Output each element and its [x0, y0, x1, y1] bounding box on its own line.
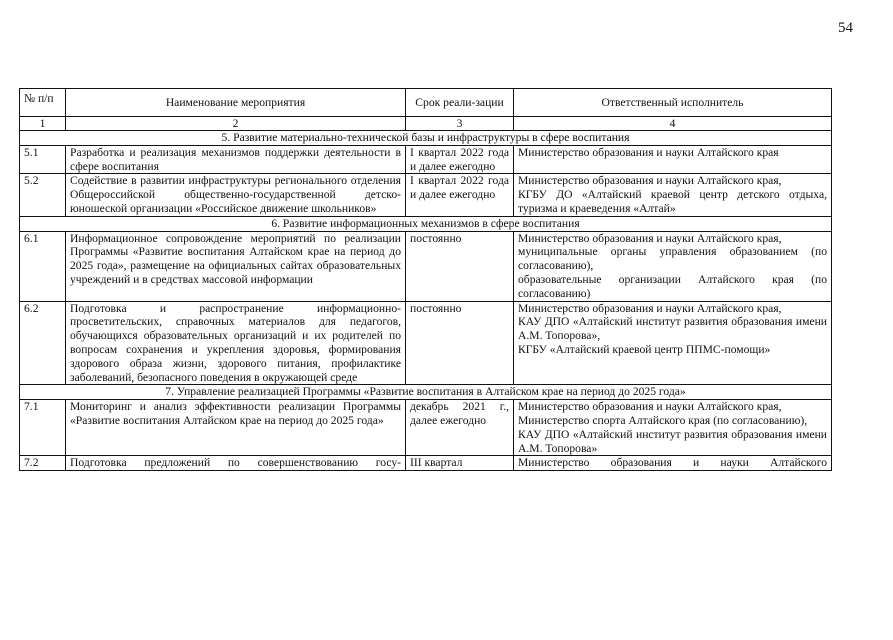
section-heading: 5. Развитие материально-технической базы и инфраструктуры в сфере воспитания [20, 131, 832, 146]
row-activity: Подготовка и распространение информационно-просветительских, справочных материалов для педагогов, обучающихся образовательных организаций и их родителей по вопросам сохранения и укрепления здоровья, формирования здорового образа жизни, здорового питания, профилактике заболеваний, безопасного поведения в окружающей среде [66, 301, 406, 385]
header-responsible: Ответственный исполнитель [514, 89, 832, 117]
row-term: постоянно [406, 301, 514, 385]
responsible-line: КГБУ «Алтайский краевой центр ППМС-помощи» [518, 342, 771, 356]
column-number-row [20, 117, 832, 131]
row-responsible [514, 145, 832, 174]
responsible-line: муниципальные органы управления образованием (по согласованию), [518, 245, 827, 273]
plan-table [19, 88, 832, 471]
table-row [20, 400, 832, 456]
row-number: 6.2 [20, 301, 66, 385]
row-number: 6.1 [20, 231, 66, 301]
column-number: 4 [514, 117, 832, 131]
section-heading-row [20, 131, 832, 146]
responsible-line: КАУ ДПО «Алтайский институт развития образования имени А.М. Топорова», [518, 315, 827, 343]
row-responsible [514, 456, 832, 471]
section-heading: 7. Управление реализацией Программы «Развитие воспитания в Алтайском крае на период до 2025 года» [20, 385, 832, 400]
row-number: 7.1 [20, 400, 66, 456]
row-activity: Мониторинг и анализ эффективности реализации Программы «Развитие воспитания Алтайском крае на период до 2025 года» [66, 400, 406, 456]
table-header-row [20, 89, 832, 117]
row-activity: Подготовка предложений по совершенствованию госу- [66, 456, 406, 471]
responsible-line: Министерство образования и науки Алтайского края, [518, 174, 782, 188]
section-heading: 6. Развитие информационных механизмов в сфере воспитания [20, 216, 832, 231]
column-number: 1 [20, 117, 66, 131]
table-row [20, 145, 832, 174]
row-responsible [514, 400, 832, 456]
page-number: 54 [838, 20, 853, 36]
row-number: 5.2 [20, 174, 66, 216]
row-activity: Разработка и реализация механизмов поддержки деятельности в сфере воспитания [66, 145, 406, 174]
responsible-line: Министерство образования и науки Алтайского края, [518, 301, 782, 315]
column-number: 3 [406, 117, 514, 131]
row-activity: Содействие в развитии инфраструктуры регионального отделения Общероссийской общественно-государственной детско-юношеской организации «Российское движение школьников» [66, 174, 406, 216]
header-name: Наименование мероприятия [66, 89, 406, 117]
responsible-line: КАУ ДПО «Алтайский институт развития образования имени А.М. Топорова» [518, 427, 827, 455]
table-row [20, 456, 832, 471]
responsible-line: Министерство образования и науки Алтайского края, [518, 231, 782, 245]
table-row [20, 231, 832, 301]
table-row [20, 174, 832, 216]
column-number: 2 [66, 117, 406, 131]
row-term: III квартал [406, 456, 514, 471]
responsible-line: Министерство образования и науки Алтайского [518, 456, 827, 470]
table-row [20, 301, 832, 385]
responsible-line: Министерство образования и науки Алтайского края, [518, 400, 782, 414]
row-responsible [514, 301, 832, 385]
row-term: I квартал 2022 года и далее ежегодно [406, 145, 514, 174]
row-activity: Информационное сопровождение мероприятий по реализации Программы «Развитие воспитания Алтайском крае на период до 2025 года», размещение на официальных сайтах образовательных учреждений и в средствах массовой информации [66, 231, 406, 301]
section-heading-row [20, 385, 832, 400]
row-term: постоянно [406, 231, 514, 301]
responsible-line: образовательные организации Алтайского края (по согласованию) [518, 272, 827, 300]
row-number: 5.1 [20, 145, 66, 174]
header-term: Срок реали-зации [406, 89, 514, 117]
row-responsible [514, 174, 832, 216]
header-number: № п/п [20, 89, 66, 117]
row-number: 7.2 [20, 456, 66, 471]
responsible-line: Министерство спорта Алтайского края (по согласованию), [518, 413, 808, 427]
row-term: I квартал 2022 года и далее ежегодно [406, 174, 514, 216]
section-heading-row [20, 216, 832, 231]
row-term: декабрь 2021 г., далее ежегодно [406, 400, 514, 456]
responsible-line: КГБУ ДО «Алтайский краевой центр детского отдыха, туризма и краеведения «Алтай» [518, 188, 827, 215]
row-responsible [514, 231, 832, 301]
responsible-line: Министерство образования и науки Алтайского края [518, 145, 779, 159]
